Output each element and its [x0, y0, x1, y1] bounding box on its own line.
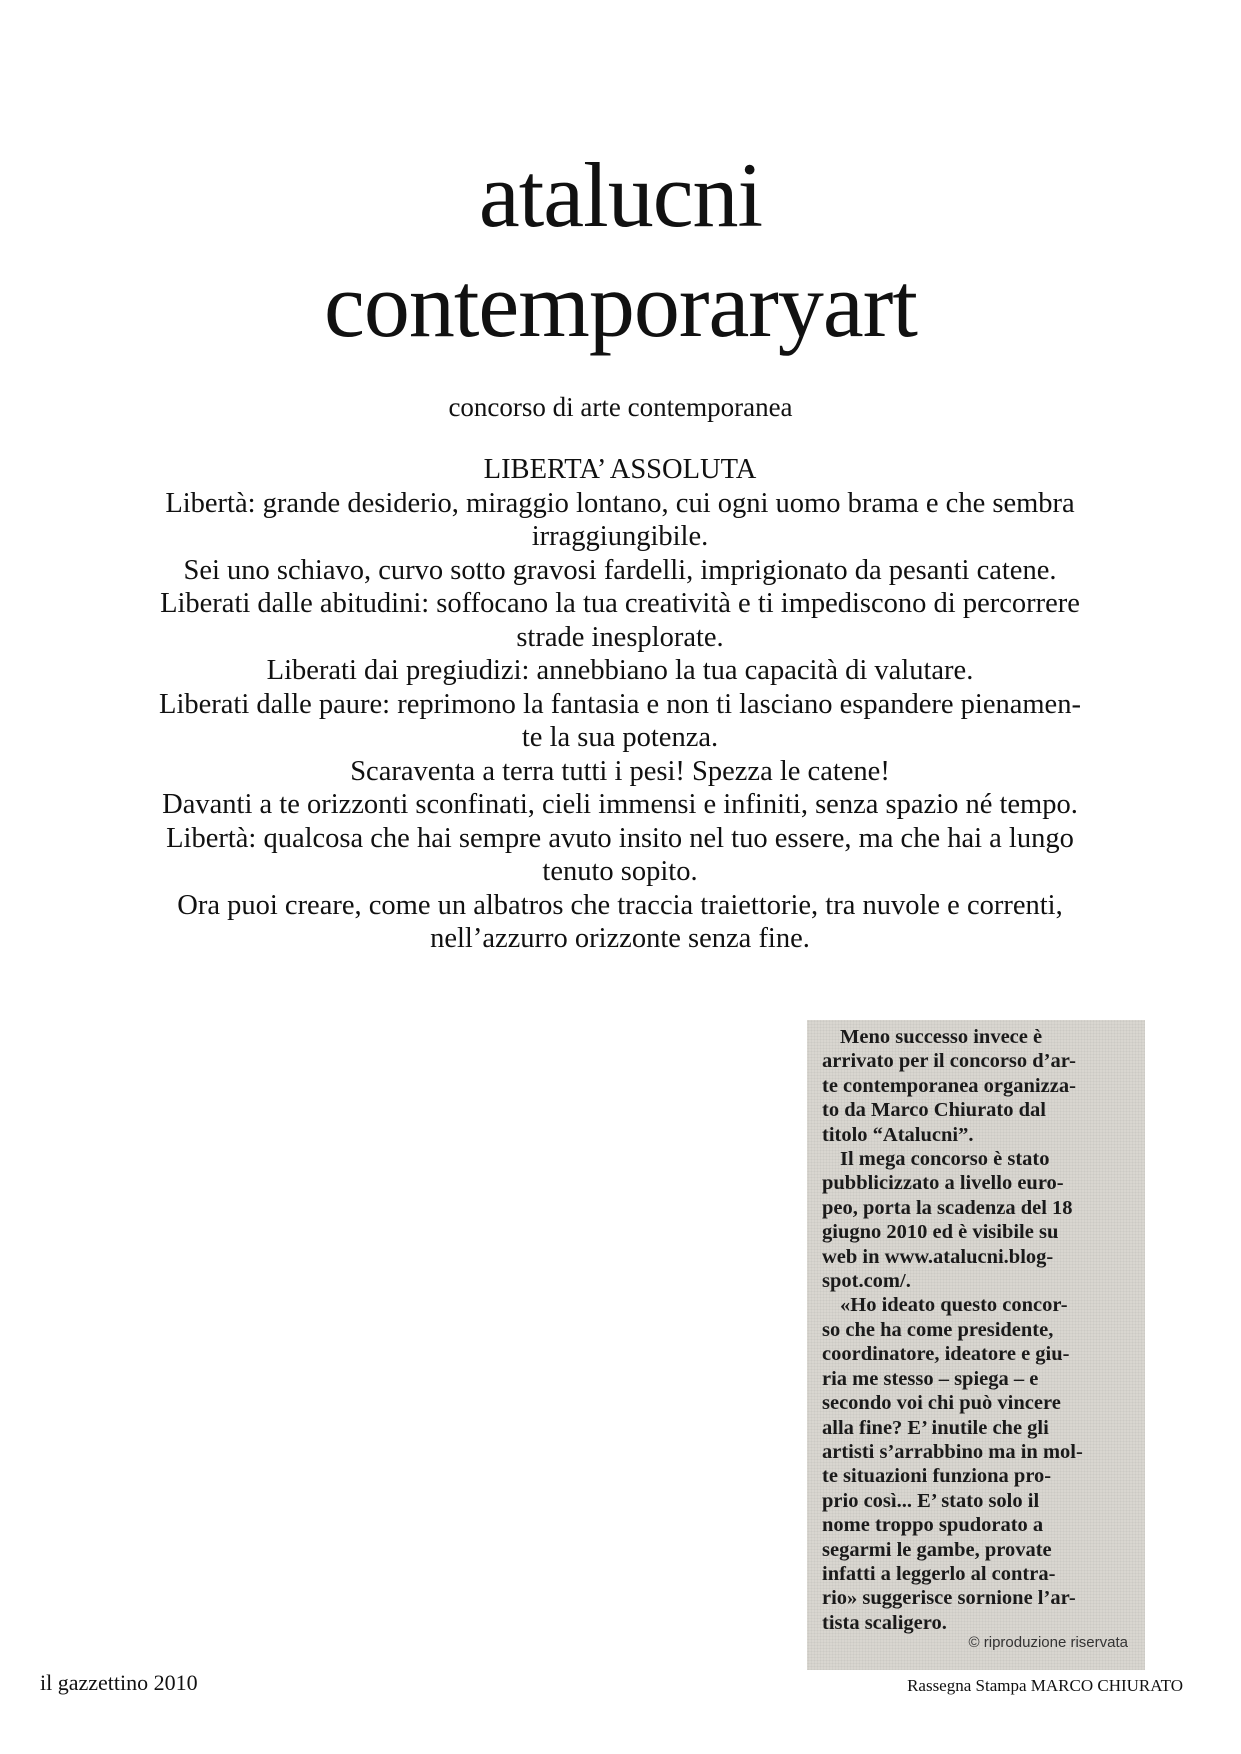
poem — [140, 453, 1100, 956]
clipping-line: artisti s’arrabbino ma in mol- — [822, 1440, 1083, 1463]
clipping-line: giugno 2010 ed è visibile su — [822, 1221, 1059, 1244]
poem-line: Liberati dalle paure: reprimono la fantasia e non ti lasciano espandere pienamen- — [159, 688, 1081, 720]
poem-line: Ora puoi creare, come un albatros che traccia traiettorie, tra nuvole e correnti, — [177, 889, 1063, 921]
footer-credit: Rassegna Stampa MARCO CHIURATO — [907, 1676, 1183, 1695]
clipping-line: nome troppo spudorato a — [822, 1514, 1044, 1537]
poem-line: Davanti a te orizzonti sconfinati, cieli immensi e infiniti, senza spazio né tempo. — [162, 789, 1078, 820]
clipping-line: infatti a leggerlo al contra- — [822, 1562, 1056, 1585]
clipping-line: arrivato per il concorso d’ar- — [822, 1050, 1076, 1073]
clipping-line: Meno successo invece è — [840, 1026, 1043, 1048]
page-title-line-2: contemporaryart — [324, 254, 917, 356]
clipping-line: web in www.atalucni.blog- — [822, 1245, 1054, 1268]
poem-line: Libertà: qualcosa che hai sempre avuto insito nel tuo essere, ma che hai a lungo — [166, 822, 1074, 854]
poem-line: Liberati dai pregiudizi: annebbiano la tua capacità di valutare. — [266, 655, 974, 686]
poem-line: strade inesplorate. — [516, 621, 724, 653]
poem-line: Scaraventa a terra tutti i pesi! Spezza le catene! — [350, 755, 890, 787]
poem-line: nell’azzurro orizzonte senza fine. — [430, 923, 810, 954]
page-subtitle: concorso di arte contemporanea — [448, 392, 793, 422]
clipping-line: so che ha come presidente, — [822, 1318, 1054, 1341]
clipping-line: to da Marco Chiurato dal — [822, 1099, 1046, 1122]
poem-title: LIBERTA’ ASSOLUTA — [483, 454, 757, 485]
page-title-line-1: atalucni — [478, 144, 763, 246]
poem-line: Liberati dalle abitudini: soffocano la tua creatività e ti impediscono di percorrere — [160, 588, 1080, 619]
clipping-line: segarmi le gambe, provate — [822, 1538, 1052, 1561]
poem-line: irraggiungibile. — [531, 521, 709, 552]
newspaper-clipping — [807, 1020, 1145, 1670]
clipping-line: te situazioni funziona pro- — [822, 1465, 1052, 1488]
clipping-line: ria me stesso – spiega – e — [822, 1367, 1039, 1390]
poem-line: te la sua potenza. — [521, 722, 719, 753]
clipping-line: peo, porta la scadenza del 18 — [822, 1196, 1073, 1219]
clipping-line: Il mega concorso è stato — [840, 1148, 1050, 1171]
poem-line: Sei uno schiavo, curvo sotto gravosi fardelli, imprigionato da pesanti catene. — [183, 554, 1057, 586]
clipping-line: spot.com/. — [822, 1270, 911, 1293]
clipping-copyright: © riproduzione riservata — [968, 1634, 1128, 1651]
poem-line: tenuto sopito. — [542, 856, 698, 887]
clipping-line: secondo voi chi può vincere — [822, 1392, 1061, 1415]
clipping-line: «Ho ideato questo concor- — [840, 1294, 1068, 1317]
clipping-line: coordinatore, ideatore e giu- — [822, 1343, 1070, 1366]
footer-source: il gazzettino 2010 — [40, 1670, 198, 1695]
clipping-line: prio così... E’ stato solo il — [822, 1489, 1040, 1512]
clipping-line: alla fine? E’ inutile che gli — [822, 1416, 1049, 1439]
clipping-line: te contemporanea organizza- — [822, 1074, 1076, 1097]
clipping-line: pubblicizzato a livello euro- — [822, 1172, 1064, 1195]
clipping-text — [822, 1025, 1130, 1635]
poem-line: Libertà: grande desiderio, miraggio lontano, cui ogni uomo brama e che sembra — [165, 487, 1075, 519]
clipping-line: rio» suggerisce sornione l’ar- — [822, 1587, 1076, 1610]
clipping-line: tista scaligero. — [822, 1611, 947, 1634]
clipping-line: titolo “Atalucni”. — [822, 1123, 974, 1146]
